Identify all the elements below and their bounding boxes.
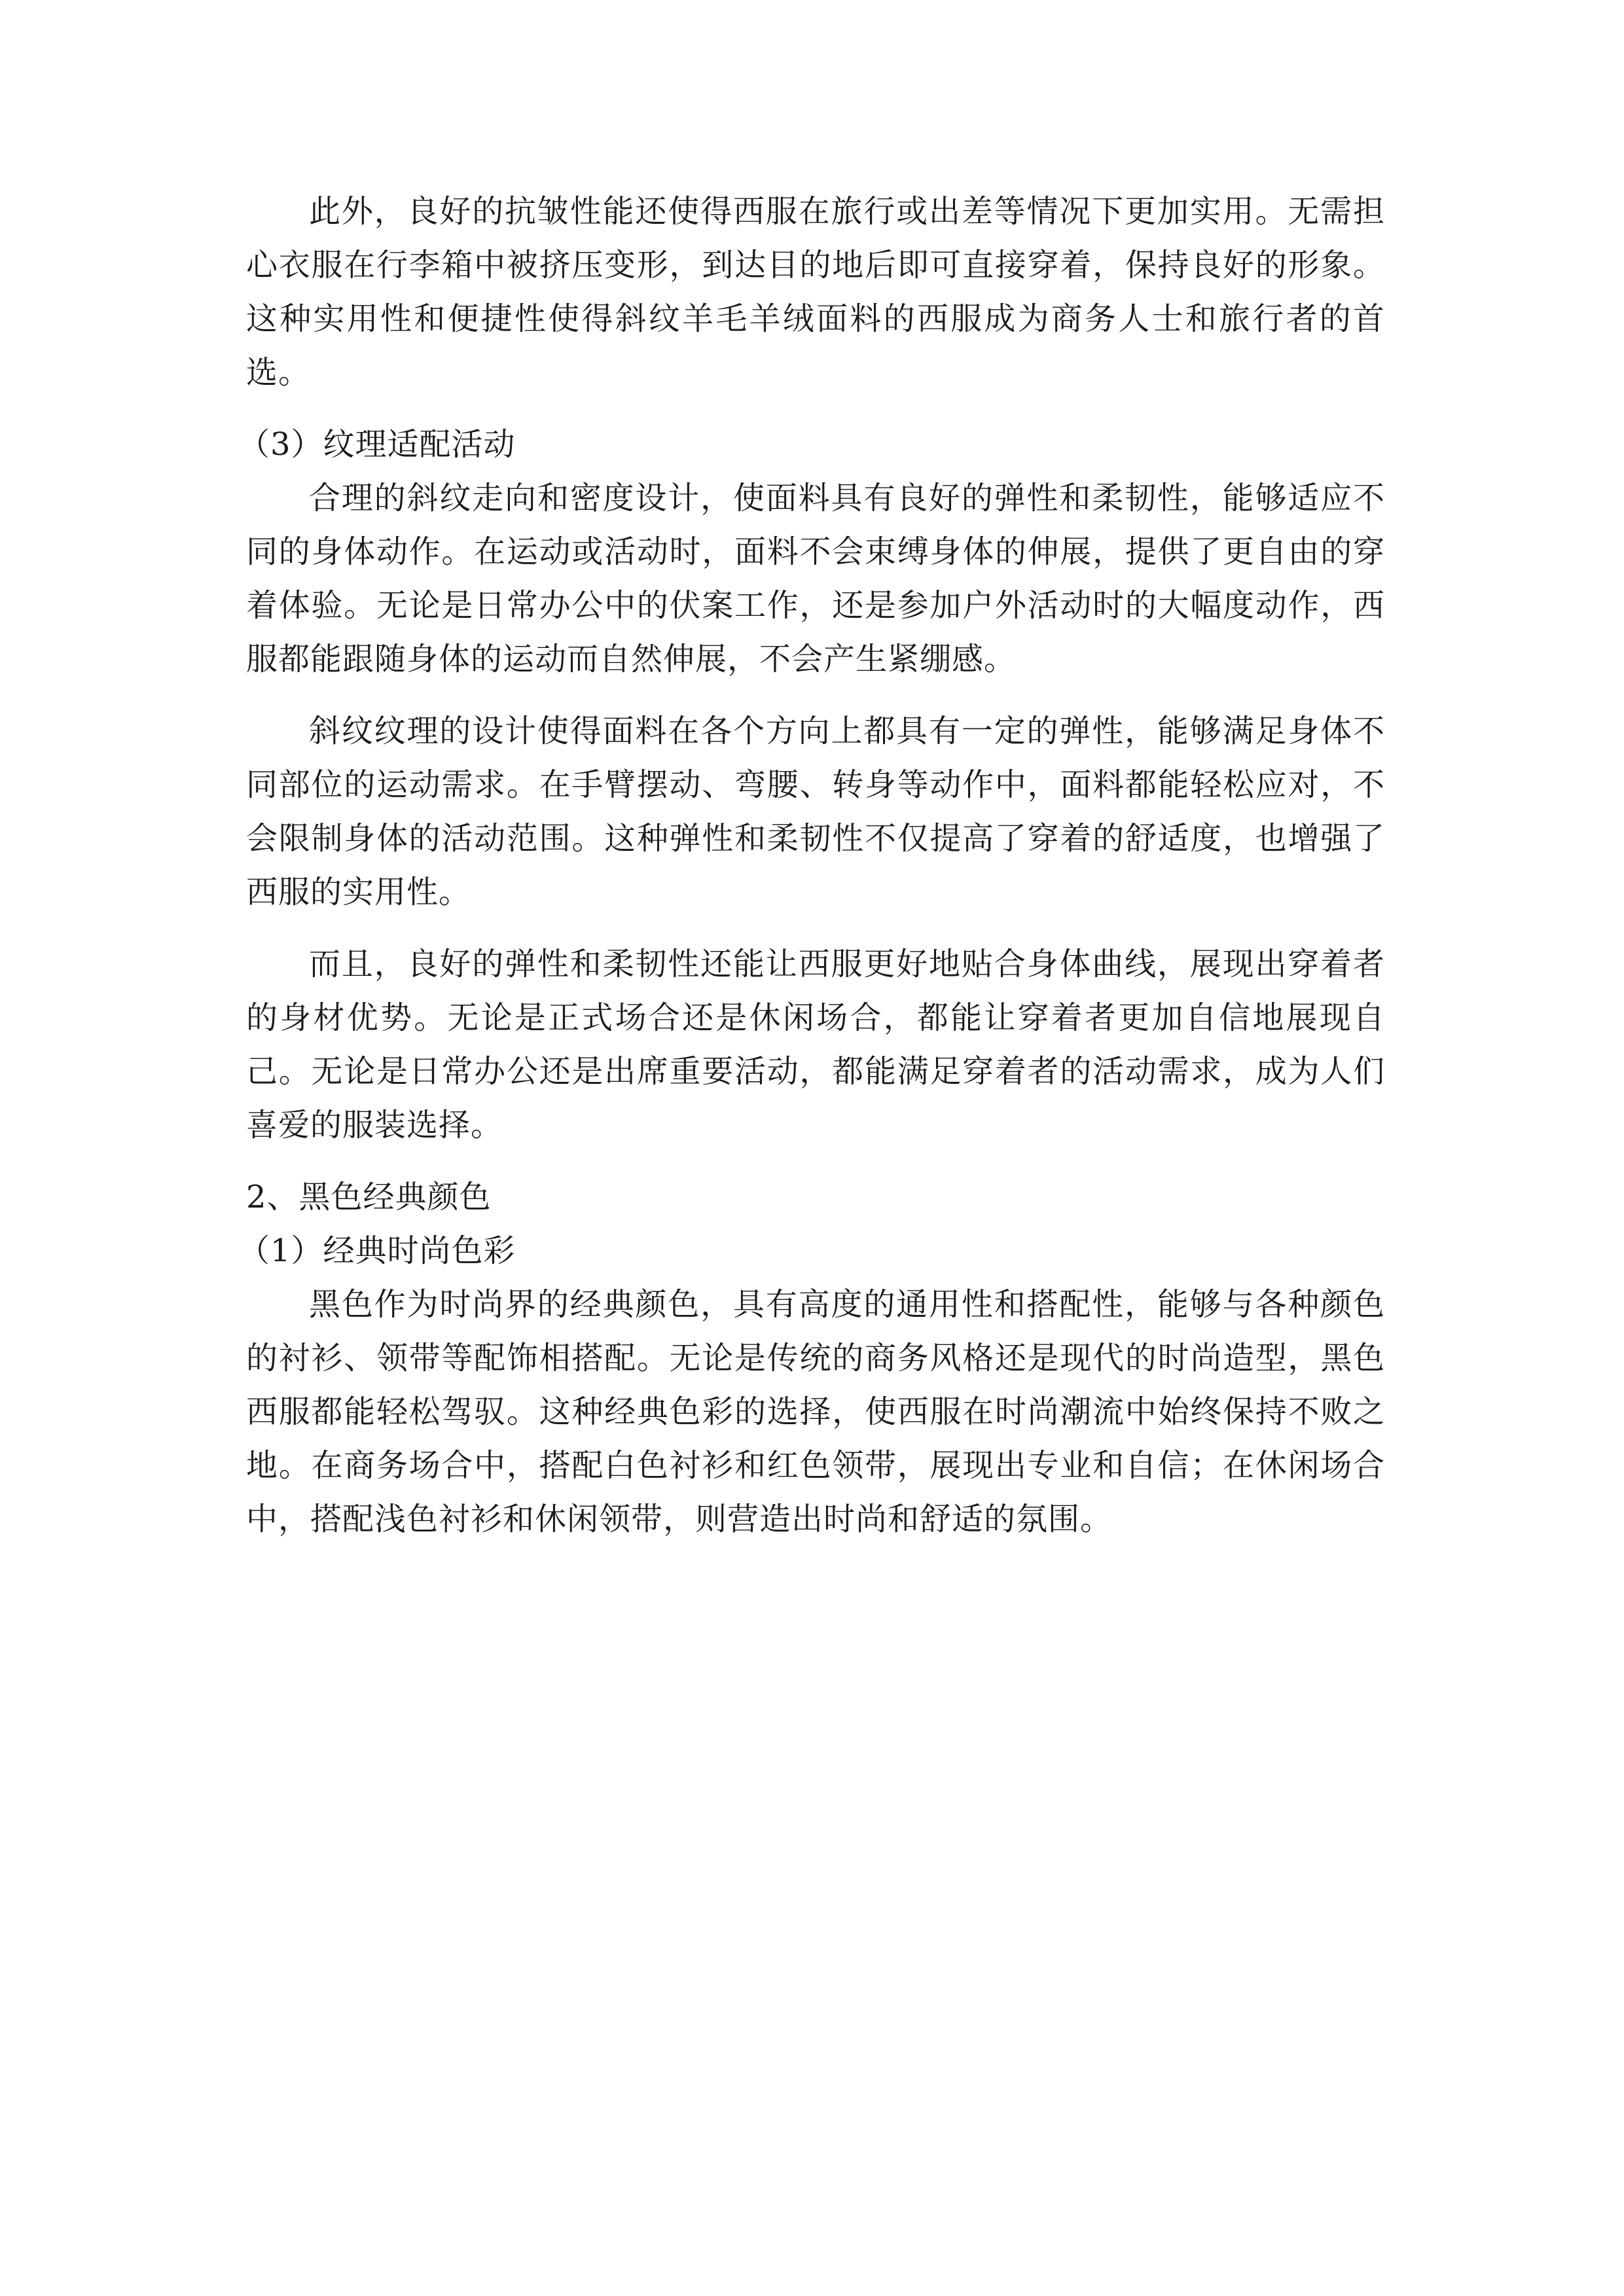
document-body xyxy=(238,185,1385,1546)
paragraph-elasticity: 合理的斜纹走向和密度设计，使面料具有良好的弹性和柔韧性，能够适应不同的身体动作。在运动或活动时，面料不会束缚身体的伸展，提供了更自由的穿着体验。无论是日常办公中的伏案工作，还是参加户外活动时的大幅度动作，西服都能跟随身体的运动而自然伸展，不会产生紧绷感。 xyxy=(246,480,1385,677)
paragraph-twill-texture: 斜纹纹理的设计使得面料在各个方向上都具有一定的弹性，能够满足身体不同部位的运动需求。在手臂摆动、弯腰、转身等动作中，面料都能轻松应对，不会限制身体的活动范围。这种弹性和柔韧性不仅提高了穿着的舒适度，也增强了西服的实用性。 xyxy=(246,713,1385,910)
subheading-classic-fashion: （1）经典时尚色彩 xyxy=(238,1232,516,1269)
section-heading-black-color: 2、黑色经典颜色 xyxy=(246,1179,492,1215)
subheading-texture-activity: （3）纹理适配活动 xyxy=(238,426,516,463)
paragraph-body-fit: 而且，良好的弹性和柔韧性还能让西服更好地贴合身体曲线，展现出穿着者的身材优势。无论是正式场合还是休闲场合，都能让穿着者更加自信地展现自己。无论是日常办公还是出席重要活动，都能满足穿着者的活动需求，成为人们喜爱的服装选择。 xyxy=(246,946,1385,1143)
paragraph-black-classic: 黑色作为时尚界的经典颜色，具有高度的通用性和搭配性，能够与各种颜色的衬衫、领带等配饰相搭配。无论是传统的商务风格还是现代的时尚造型，黑色西服都能轻松驾驭。这种经典色彩的选择，使西服在时尚潮流中始终保持不败之地。在商务场合中，搭配白色衬衫和红色领带，展现出专业和自信；在休闲场合中，搭配浅色衬衫和休闲领带，则营造出时尚和舒适的氛围。 xyxy=(246,1286,1385,1537)
paragraph-wrinkle-resistance: 此外，良好的抗皱性能还使得西服在旅行或出差等情况下更加实用。无需担心衣服在行李箱中被挤压变形，到达目的地后即可直接穿着，保持良好的形象。这种实用性和便捷性使得斜纹羊毛羊绒面料的西服成为商务人士和旅行者的首选。 xyxy=(246,193,1385,391)
